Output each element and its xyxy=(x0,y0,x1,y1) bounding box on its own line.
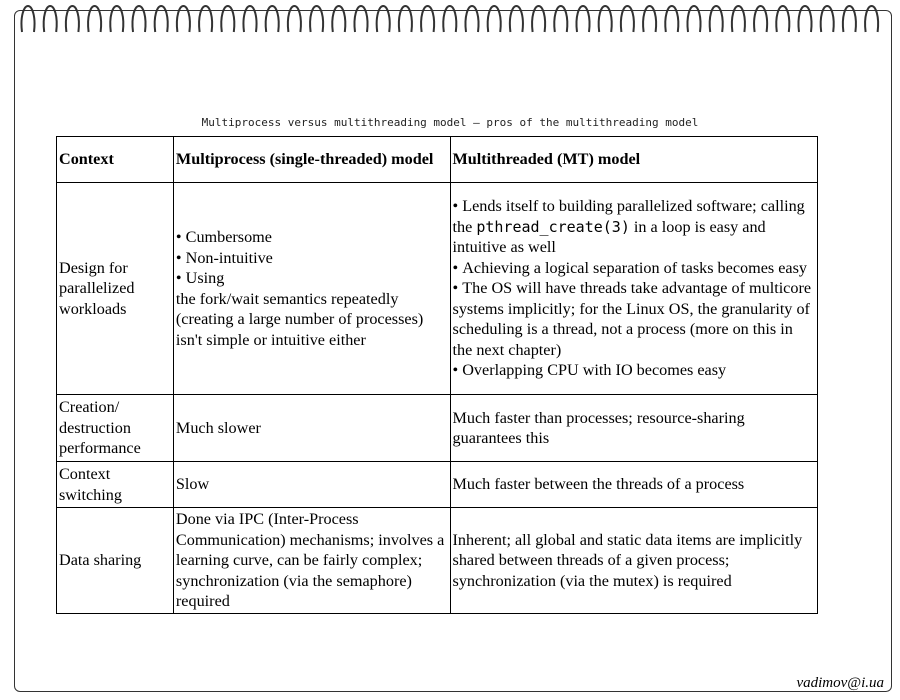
spiral-ring xyxy=(687,6,700,32)
multithreaded-bullets xyxy=(453,196,815,381)
item-text: in a loop is easy and intuitive as well xyxy=(452,217,766,257)
spiral-ring xyxy=(554,6,567,32)
spiral-ring xyxy=(865,6,878,32)
table-row xyxy=(57,395,818,462)
spiral-ring xyxy=(421,6,434,32)
row-multithreaded xyxy=(450,183,817,395)
spiral-ring xyxy=(21,6,34,32)
row-multiprocess: Slow xyxy=(173,462,450,508)
row-multiprocess xyxy=(173,183,450,395)
spiral-ring xyxy=(443,6,456,32)
spiral-ring xyxy=(798,6,811,32)
row-multithreaded: Inherent; all global and static data items are implicitly shared between threads of a given process; synchronization (via the mutex) is required xyxy=(450,508,817,614)
row-multithreaded: Much faster than processes; resource-sharing guarantees this xyxy=(450,395,817,462)
item-text: Lends itself to building parallelized software; calling the xyxy=(452,197,805,236)
spiral-ring xyxy=(399,6,412,32)
spiral-ring xyxy=(576,6,589,32)
spiral-ring xyxy=(354,6,367,32)
code-text: pthread_create(3) xyxy=(476,217,630,236)
spiral-ring xyxy=(754,6,767,32)
table-row xyxy=(57,183,818,395)
multiprocess-bullets xyxy=(176,227,448,289)
table-row xyxy=(57,462,818,508)
spiral-ring xyxy=(465,6,478,32)
spiral-ring xyxy=(377,6,390,32)
table-caption: Multiprocess versus multithreading model – pros of the multithreading model xyxy=(201,116,699,129)
spiral-ring xyxy=(488,6,501,32)
spiral-ring xyxy=(177,6,190,32)
table-header-row xyxy=(57,137,818,183)
row-context: Design for parallelized workloads xyxy=(57,183,174,395)
spiral-ring xyxy=(132,6,145,32)
table-row xyxy=(57,508,818,614)
header-context: Context xyxy=(57,137,174,183)
spiral-ring xyxy=(643,6,656,32)
spiral-ring xyxy=(710,6,723,32)
spiral-ring xyxy=(66,6,79,32)
row-multiprocess: Much slower xyxy=(173,395,450,462)
spiral-ring xyxy=(199,6,212,32)
spiral-binding-decoration xyxy=(20,2,890,38)
list-item: • Using xyxy=(176,268,448,289)
spiral-ring xyxy=(155,6,168,32)
multiprocess-tail-text: the fork/wait semantics repeatedly (creating a large number of processes) isn't simple or intuitive either xyxy=(175,289,424,349)
spiral-ring xyxy=(288,6,301,32)
spiral-ring xyxy=(88,6,101,32)
spiral-ring xyxy=(843,6,856,32)
spiral-ring xyxy=(510,6,523,32)
spiral-ring xyxy=(243,6,256,32)
row-multithreaded: Much faster between the threads of a process xyxy=(450,462,817,508)
spiral-ring xyxy=(310,6,323,32)
spiral-ring xyxy=(266,6,279,32)
spiral-ring xyxy=(110,6,123,32)
row-multiprocess: Done via IPC (Inter-Process Communication) mechanisms; involves a learning curve, can be fairly complex; synchronization (via the semaphore) required xyxy=(173,508,450,614)
list-item: • Non-intuitive xyxy=(176,248,448,269)
row-context: Data sharing xyxy=(57,508,174,614)
spiral-ring xyxy=(221,6,234,32)
spiral-ring xyxy=(732,6,745,32)
spiral-ring xyxy=(621,6,634,32)
spiral-ring xyxy=(665,6,678,32)
spiral-ring xyxy=(599,6,612,32)
spiral-ring xyxy=(532,6,545,32)
spiral-ring xyxy=(776,6,789,32)
list-item: • Overlapping CPU with IO becomes easy xyxy=(453,360,815,381)
spiral-ring xyxy=(44,6,57,32)
list-item: • Cumbersome xyxy=(176,227,448,248)
row-context: Context switching xyxy=(57,462,174,508)
list-item xyxy=(453,196,815,258)
spiral-ring xyxy=(821,6,834,32)
signature: vadimov@i.ua xyxy=(796,675,884,691)
list-item: • The OS will have threads take advantage of multicore systems implicitly; for the Linux OS, the granularity of scheduling is a thread, not a process (more on this in the next chapter) xyxy=(453,278,815,360)
spiral-ring xyxy=(332,6,345,32)
row-context: Creation/ destruction performance xyxy=(57,395,174,462)
comparison-table xyxy=(56,136,818,614)
list-item: • Achieving a logical separation of tasks becomes easy xyxy=(453,258,815,279)
header-multithreaded: Multithreaded (MT) model xyxy=(450,137,817,183)
header-multiprocess: Multiprocess (single-threaded) model xyxy=(173,137,450,183)
